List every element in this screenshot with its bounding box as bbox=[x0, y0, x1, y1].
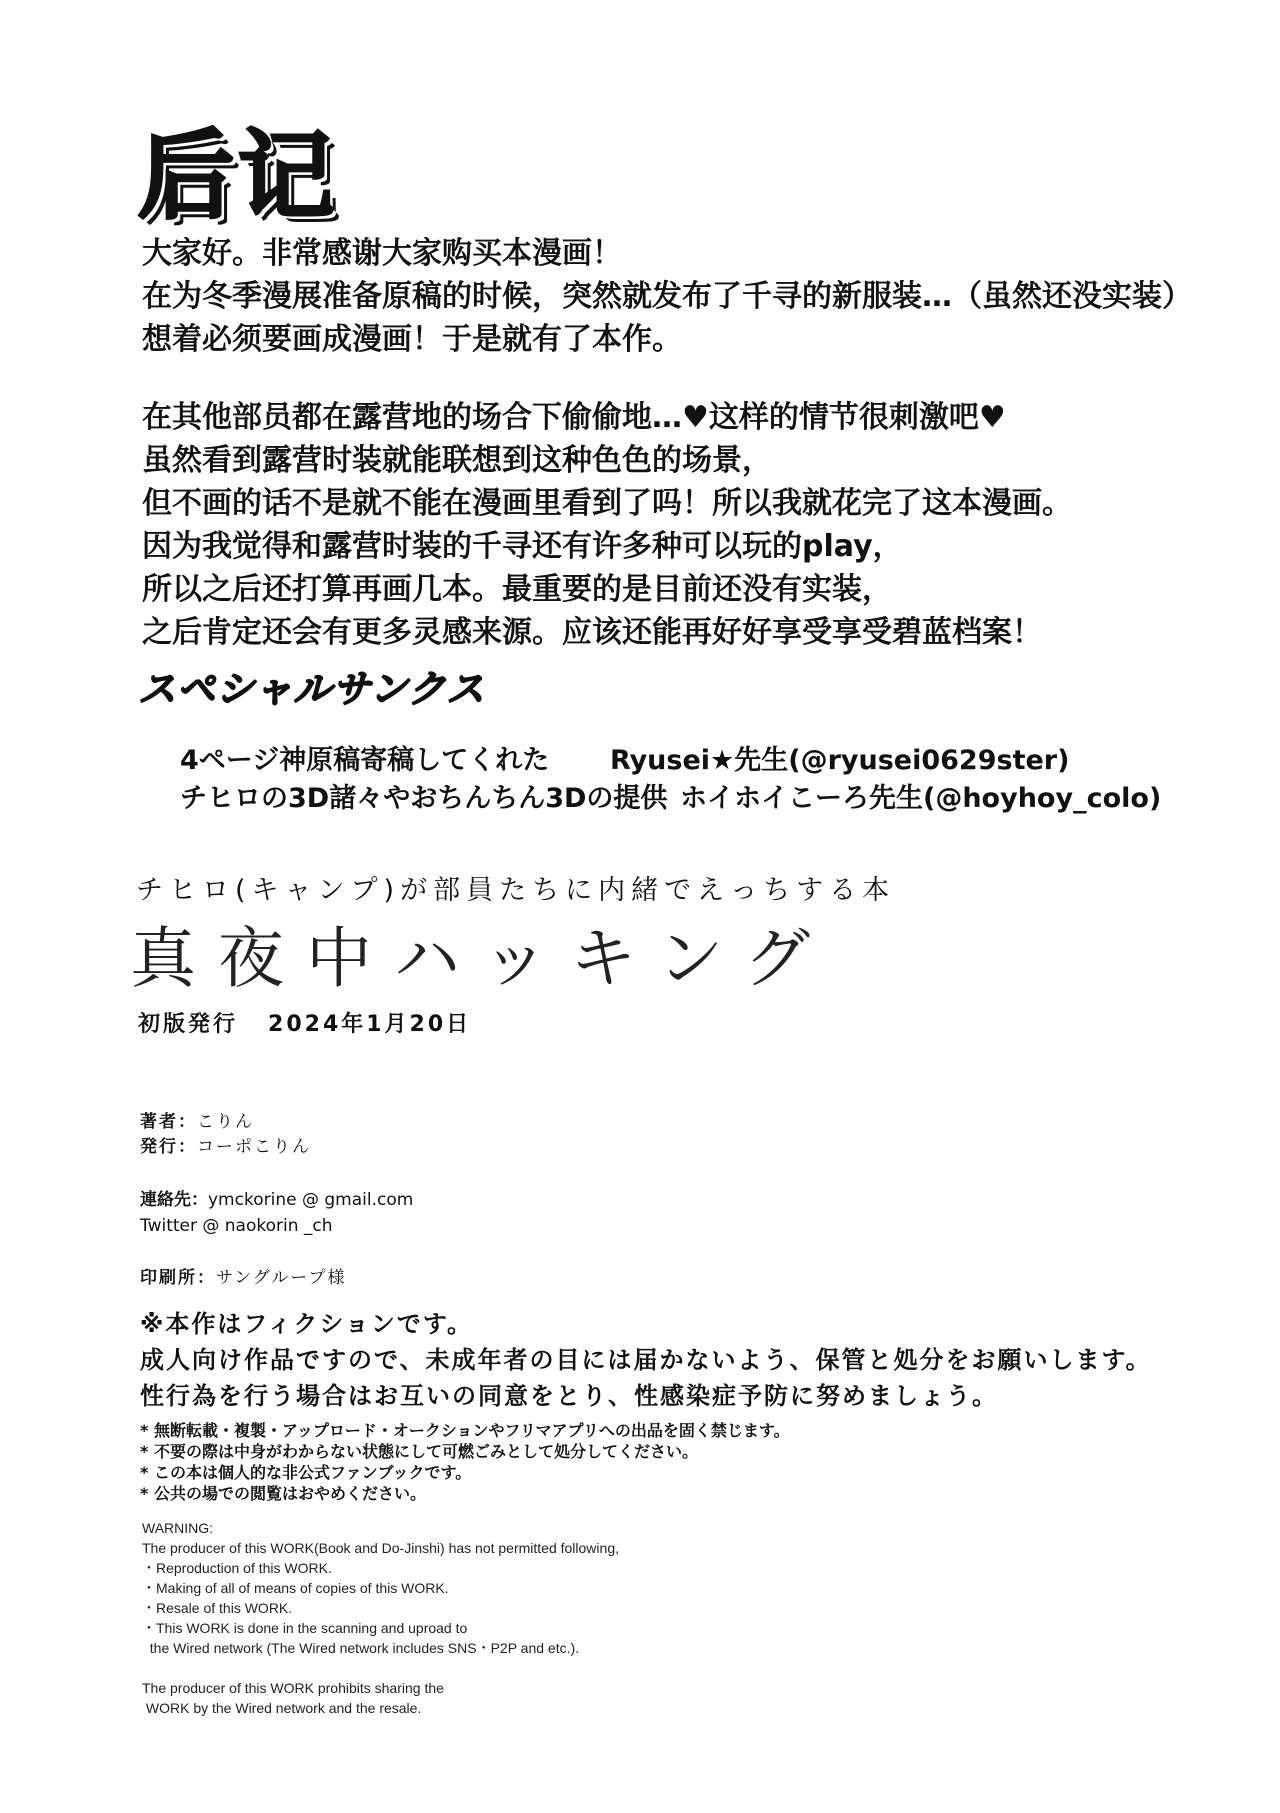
contact-line bbox=[140, 1188, 413, 1212]
warning-line: ・This WORK is done in the scanning and uproad to bbox=[142, 1620, 468, 1636]
publisher-name: コーポこりん bbox=[197, 1137, 311, 1157]
afterword-line: 之后肯定还会有更多灵感来源。应该还能再好好享受享受碧蓝档案！ bbox=[142, 615, 1042, 650]
rule-line: * 公共の場での閲覧はおやめください。 bbox=[140, 1484, 426, 1503]
afterword-line: 因为我觉得和露营时装的千寻还有许多种可以玩的play， bbox=[142, 529, 903, 564]
afterword-line: 大家好。非常感谢大家购买本漫画！ bbox=[142, 236, 622, 271]
warning-line: ・Making of all of means of copies of this WORK. bbox=[142, 1580, 449, 1596]
warning-line: the Wired network (The Wired network includes SNS・P2P and etc.). bbox=[142, 1640, 580, 1656]
contact-label: 連絡先： bbox=[140, 1190, 208, 1210]
special-thanks-list bbox=[180, 742, 1161, 818]
author-line bbox=[140, 1110, 254, 1134]
contact-email: ymckorine @ gmail.com bbox=[208, 1190, 414, 1210]
afterword-text bbox=[142, 232, 1192, 654]
copyright-warning bbox=[142, 1518, 619, 1718]
warning-line: WORK by the Wired network and the resale. bbox=[142, 1700, 422, 1716]
warning-line: The producer of this WORK prohibits sharing the bbox=[142, 1680, 444, 1696]
book-subtitle: チヒロ(キャンプ)が部員たちに内緒でえっちする本 bbox=[136, 875, 896, 906]
notice-line: 成人向け作品ですので、未成年者の目には届かないよう、保管と処分をお願いします。 bbox=[140, 1346, 1152, 1374]
warning-line: The producer of this WORK(Book and Do-Jinshi) has not permitted following, bbox=[142, 1540, 619, 1556]
author-label: 著者： bbox=[140, 1112, 197, 1132]
edition-info bbox=[138, 1007, 471, 1038]
afterword-heading: 后记 bbox=[138, 120, 338, 232]
notice-line: ※本作はフィクションです。 bbox=[140, 1310, 474, 1338]
afterword-line: 在其他部员都在露营地的场合下偷偷地…♥这样的情节很刺激吧♥ bbox=[142, 400, 1006, 435]
printer-name: サングループ様 bbox=[216, 1268, 347, 1288]
notice-line: 性行為を行う場合はお互いの同意をとり、性感染症予防に努めましょう。 bbox=[140, 1382, 998, 1410]
special-thanks-heading: スペシャルサンクス bbox=[138, 667, 486, 711]
edition-date: 2024年1月20日 bbox=[268, 1012, 472, 1037]
warning-line: WARNING: bbox=[142, 1520, 214, 1536]
warning-line: ・Resale of this WORK. bbox=[142, 1600, 293, 1616]
printer-line bbox=[140, 1266, 346, 1290]
publisher-label: 発行： bbox=[140, 1137, 197, 1157]
rule-line: * 無断転載・複製・アップロード・オークションやフリマアプリへの出品を固く禁じます。 bbox=[140, 1421, 790, 1440]
afterword-line: 在为冬季漫展准备原稿的时候，突然就发布了千寻的新服装…（虽然还没实装） bbox=[142, 279, 1192, 314]
printer-label: 印刷所： bbox=[140, 1268, 216, 1288]
special-thanks-row bbox=[180, 780, 1161, 818]
afterword-line: 虽然看到露营时装就能联想到这种色色的场景， bbox=[142, 443, 772, 478]
edition-label: 初版発行 bbox=[138, 1012, 239, 1037]
afterword-heading-block bbox=[138, 120, 338, 232]
warning-line: ・Reproduction of this WORK. bbox=[142, 1560, 332, 1576]
rule-line: * 不要の際は中身がわからない状態にして可燃ごみとして処分してください。 bbox=[140, 1442, 698, 1461]
author-name: こりん bbox=[197, 1112, 254, 1132]
thanks-person: ホイホイこーろ先生(@hoyhoy_colo) bbox=[680, 783, 1162, 814]
afterword-line: 想着必须要画成漫画！于是就有了本作。 bbox=[142, 322, 682, 357]
book-title: 真夜中ハッキング bbox=[130, 920, 833, 997]
fiction-notice bbox=[140, 1306, 1152, 1414]
rule-line: * この本は個人的な非公式ファンブックです。 bbox=[140, 1463, 472, 1482]
afterword-line: 所以之后还打算再画几本。最重要的是目前还没有实装， bbox=[142, 572, 892, 607]
thanks-person: Ryusei★先生(@ryusei0629ster) bbox=[610, 745, 1070, 776]
twitter-line: Twitter @ naokorin _ch bbox=[140, 1216, 333, 1236]
special-thanks-row bbox=[180, 742, 1161, 780]
afterword-line: 但不画的话不是就不能在漫画里看到了吗！所以我就花完了这本漫画。 bbox=[142, 486, 1072, 521]
thanks-contribution: 4ページ神原稿寄稿してくれた bbox=[180, 745, 550, 776]
usage-rules bbox=[140, 1420, 790, 1504]
publisher-line bbox=[140, 1135, 311, 1159]
thanks-contribution: チヒロの3D諸々やおちんちん3Dの提供 bbox=[180, 783, 668, 814]
